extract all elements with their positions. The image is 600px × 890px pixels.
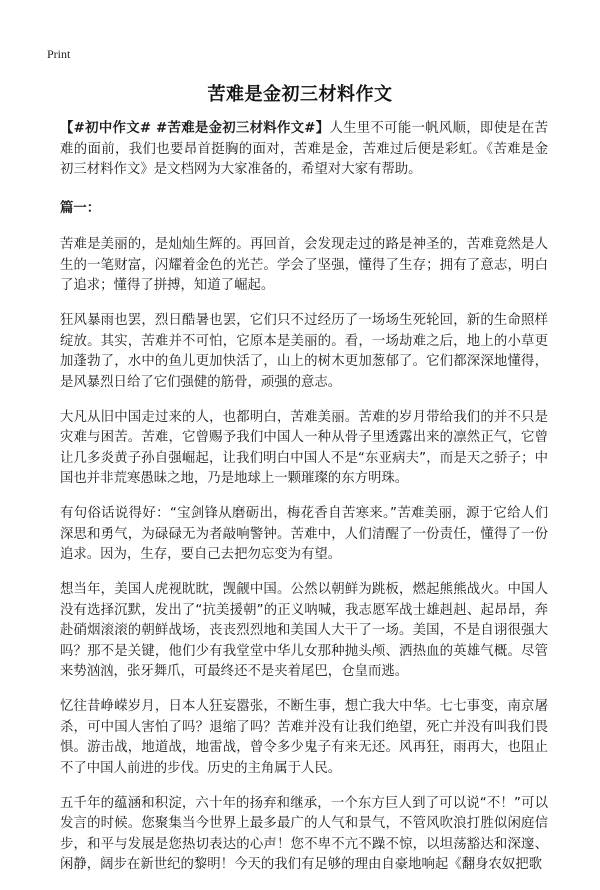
page-title: 苦难是金初三材料作文 <box>207 84 393 105</box>
paragraph: 大凡从旧中国走过来的人，也都明白，苦难美丽。苦难的岁月带给我们的并不只是灾难与困苦。苦难，它曾赐予我们中国人一种从骨子里透露出来的凛然正气，它曾让几多炎黄子孙自强崛起，让我们明白中国人不是“东亚病夫”，而是天之骄子；中国也并非荒寒愚昧之地，乃是地球上一颗璀璨的东方明珠。 <box>60 409 548 486</box>
paragraph: 有句俗话说得好：“宝剑锋从磨砺出，梅花香自苦寒来。”苦难美丽，源于它给人们深思和勇气，为碌碌无为者敲响警钟。苦难中，人们清醒了一份责任，懂得了一份追求。因为，生存，要自己去把勿忘变为有望。 <box>60 506 548 562</box>
paragraph: 苦难是美丽的，是灿灿生辉的。再回首，会发现走过的路是神圣的，苦难竟然是人生的一笔财富，闪耀着金色的光芒。学会了坚强，懂得了生存；拥有了意志，明白了追求；懂得了拼搏，知道了崛起。 <box>60 237 548 293</box>
intro-text: 人生里不可能一帆风顺，即使是在苦难的面前，我们也要昂首挺胸的面对，苦难是金，苦难过后便是彩虹。《苦难是金初三材料作文》是文档网为大家准备的，希望对大家有帮助。 <box>60 121 548 177</box>
paragraph: 狂风暴雨也罢，烈日酷暑也罢，它们只不过经历了一场场生死轮回，新的生命照样绽放。其实，苦难并不可怕，它原本是美丽的。看，一场劫难之后，地上的小草更加蓬勃了，水中的鱼儿更加快活了，山上的树木更加葱郁了。它们都深深地懂得，是风暴烈日给了它们强健的筋骨，顽强的意志。 <box>60 313 548 390</box>
paragraph: 想当年，美国人虎视眈眈，觊觎中国。公然以朝鲜为跳板，燃起熊熊战火。中国人没有选择沉默，发出了“抗美援朝”的正义呐喊，我志愿军战士雄赳赳、起昂昂，奔赴硝烟滚滚的朝鲜战场，丧丧烈烈地和美国人大干了一场。美国，不是自诩很强大吗？那不是关键，他们少有我堂堂中华儿女那种抛头颅、洒热血的英雄气概。尽管来势汹汹，张牙舞爪，可最终还不是夹着尾巴，仓皇而逃。 <box>60 582 548 679</box>
section-heading: 篇一： <box>60 200 101 216</box>
intro-paragraph <box>60 119 548 181</box>
intro-tags: 【#初中作文# #苦难是金初三材料作文#】 <box>60 121 330 136</box>
paragraph: 五千年的蕴涵和积淀，六十年的扬弃和继承，一个东方巨人到了可以说“不！”可以发言的时候。您聚集当今世界上最多最广的人气和景气，不管风吹浪打胜似闲庭信步，和平与发展是您热切表达的心声！您不卑不亢不躁不惊，以坦荡豁达和深邃、闲静，阔步在新世纪的黎明！今天的我们有足够的理由自豪地响起《翻身农奴把歌 <box>60 795 548 872</box>
paragraph: 忆往昔峥嵘岁月，日本人狂妄嚣张，不断生事，想亡我大中华。七七事变，南京屠杀，可中国人害怕了吗？退缩了吗？苦难并没有让我们绝望，死亡并没有叫我们畏惧。游击战，地道战，地雷战，曾令多少鬼子有来无还。风再狂，雨再大，也阻止不了中国人前进的步伐。历史的主角属于人民。 <box>60 699 548 776</box>
print-link[interactable]: Print <box>47 47 71 61</box>
article-body <box>60 119 548 890</box>
